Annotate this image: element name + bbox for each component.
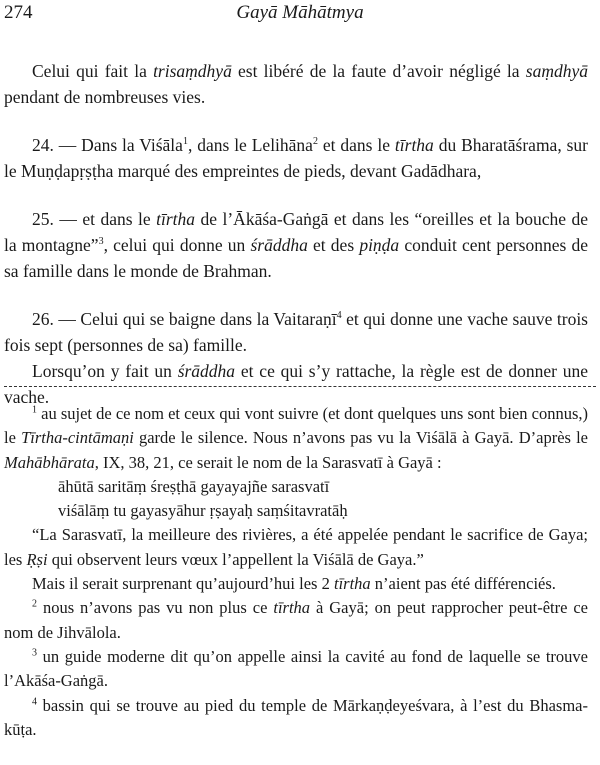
text-run: garde le silence. Nous n’avons pas vu la Viśālā à Gayā. D’après le [133,428,588,448]
text-run: 24. — Dans la Viśāla [32,135,183,155]
paragraph-intro [4,58,588,110]
text-run: , celui qui donne un [103,235,251,255]
text-run: bassin qui se trouve au pied du temple de Mārkaṇḍeyeśvara, à l’est du Bhasma-kūṭa. [4,695,588,739]
footnote-3 [4,645,588,694]
verse-translation [4,523,588,572]
term-italic: tīrtha [156,209,196,229]
footnote-number: 1 [32,404,37,416]
text-run: , dans le Lelihāna [187,135,313,155]
term-italic: Ṛṣi [26,549,48,569]
term-italic: tīrtha [394,135,434,155]
text-run: du Bharatāśrama, sur le Muṇḍapṛṣṭha marqué des empreintes de pieds, devant Gadādhara, [4,135,588,181]
text-run: et des [307,235,360,255]
term-italic: Tīrtha-cintāmaṇi [21,428,134,448]
text-run: conduit cent personnes de sa famille dans le monde de Brahman. [4,235,589,281]
footnote-4 [4,694,588,743]
footnote-number: 4 [32,696,37,708]
text-run: Mais il serait surprenant qu’aujourd’hui les 2 [32,574,334,594]
text-run: un guide moderne dit qu’on appelle ainsi la cavité au fond de laquelle se trouve l’Akāśa-Gaṅgā. [4,646,588,691]
sanskrit-verse-line-2: viśālāṃ tu gayasyāhur ṛṣayaḥ saṃśitavratāḥ [58,501,348,521]
term-italic: piṇḍa [359,235,400,255]
text-run: 26. — Celui qui se baigne dans la Vaitaraṇī [32,309,337,329]
footnote-2 [4,596,588,645]
term-italic: trisaṃdhyā [153,61,232,81]
text-run: pendant de nombreuses vies. [4,87,206,107]
term-italic: tīrtha [273,598,311,618]
text-run: n’aient pas été différenciés. [370,574,556,594]
footnotes [4,402,588,742]
text-run: Lorsqu’on y fait un [32,361,178,381]
term-italic: Mahābhārata [4,452,95,472]
footnote-1 [4,402,588,475]
footnote-1-remark [4,572,588,596]
footnote-number: 2 [32,598,37,610]
text-run: “La Sarasvatī, la meilleure des rivières, a été appelée pendant le sacrifice de Gaya; les [4,525,588,569]
verse-26 [4,306,588,358]
footnote-ref: 4 [336,310,342,322]
verse-25 [4,206,588,284]
text-run: de l’Ākāśa-Gaṅgā et dans les “oreilles et la bouche de la montagne” [4,209,588,255]
text-run: et qui donne une vache sauve trois fois sept (personnes de sa) famille. [4,309,588,355]
text-run: 25. — et dans le [32,209,157,229]
footnote-ref: 2 [312,136,318,148]
text-run: et ce qui s’y rattache, la règle est de donner une vache. [4,361,588,407]
footnote-ref: 3 [98,236,104,248]
term-italic: tīrtha [333,574,371,594]
verse-24 [4,132,588,184]
page-header [4,0,596,28]
page-number: 274 [4,2,33,23]
text-run: , IX, 38, 21, ce serait le nom de la Sarasvatī à Gayā : [94,452,442,472]
term-italic: saṃdhyā [525,61,588,81]
term-italic: śrāddha [177,361,236,381]
text-run: est libéré de la faute d’avoir négligé la [231,61,526,81]
footnote-ref: 1 [182,136,188,148]
text-run: au sujet de ce nom et ceux qui vont suivre (et dont quelques uns sont bien connus,) le [4,404,588,448]
term-italic: śrāddha [250,235,308,255]
text-run: qui observent leurs vœux l’appellent la Viśālā de Gaya.” [47,549,424,569]
footnote-divider [4,386,596,387]
main-text [4,58,588,410]
text-run: Celui qui fait la [32,61,154,81]
footnote-number: 3 [32,647,37,659]
running-title: Gayā Māhātmya [236,2,364,23]
text-run: nous n’avons pas vu non plus ce [37,598,274,618]
text-run: à Gayā; on peut rapprocher peut-être ce nom de Jihvālola. [4,598,589,642]
text-run: et dans le [317,135,395,155]
sanskrit-verse-line-1: āhūtā saritāṃ śreṣṭhā gayayajñe sarasvatī [58,476,330,496]
